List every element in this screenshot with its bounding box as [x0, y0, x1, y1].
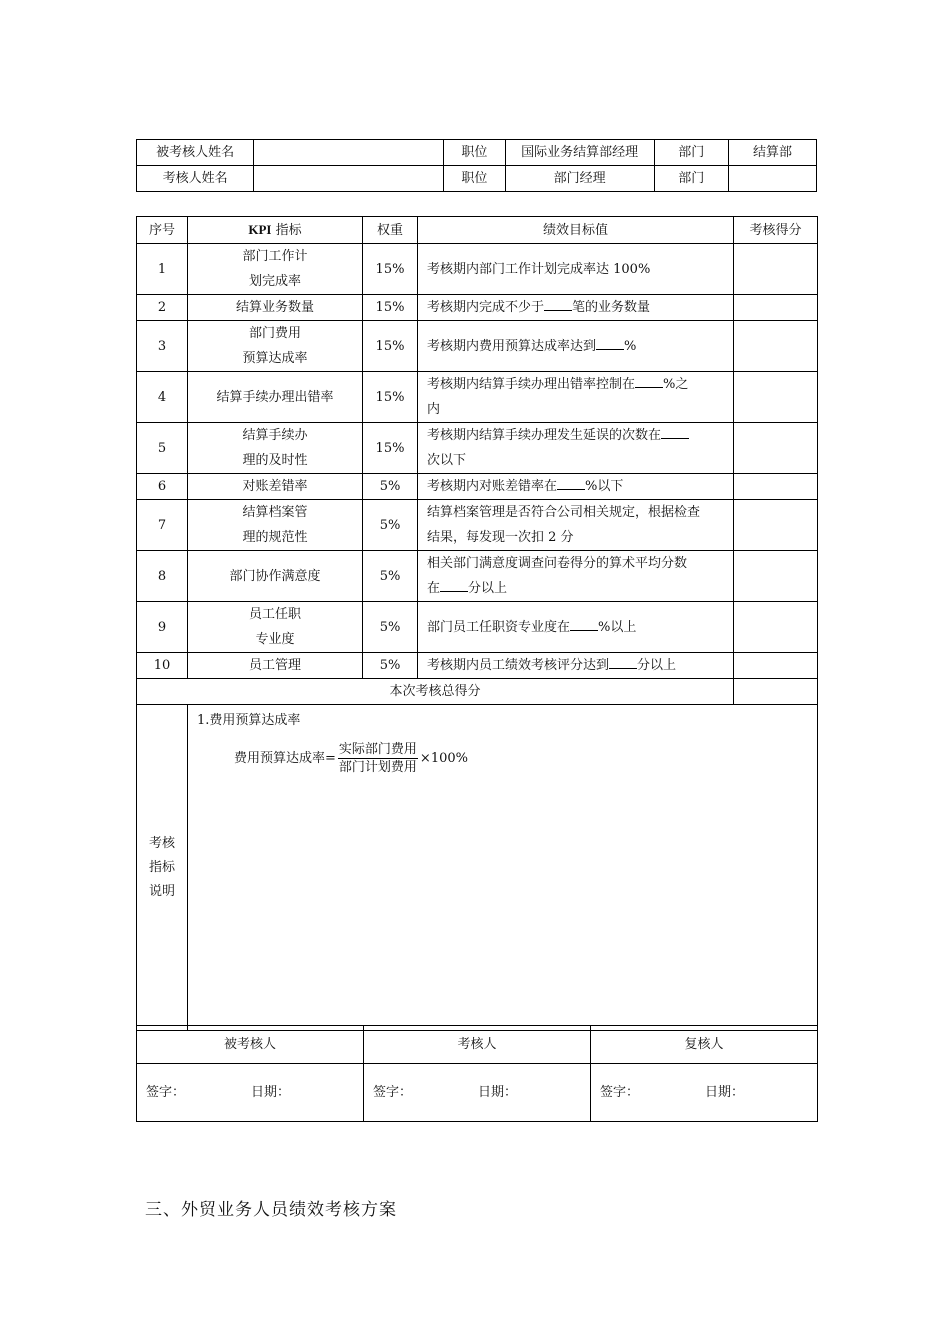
- formula-rhs: ×100%: [419, 750, 468, 766]
- seq-header: 序号: [137, 217, 188, 244]
- fill-blank[interactable]: [596, 337, 624, 350]
- appraisee-signature-field[interactable]: 签字： 日期：: [137, 1064, 364, 1122]
- row-weight: 15%: [363, 295, 418, 321]
- kpi-header-row: [137, 217, 818, 244]
- appraisee-role: 被考核人: [137, 1026, 364, 1064]
- row-kpi: 部门工作计 划完成率: [188, 244, 363, 295]
- table-row: [137, 372, 818, 423]
- fill-blank[interactable]: [570, 618, 598, 631]
- row-weight: 15%: [363, 321, 418, 372]
- total-score-label: 本次考核总得分: [137, 679, 734, 705]
- row-target: 考核期内结算手续办理出错率控制在 %之 内: [418, 372, 734, 423]
- budget-formula: [234, 741, 817, 776]
- row-weight: 5%: [363, 653, 418, 679]
- appraisee-position: 国际业务结算部经理: [505, 140, 654, 166]
- row-kpi: 员工任职 专业度: [188, 602, 363, 653]
- row-kpi: 结算手续办理出错率: [188, 372, 363, 423]
- table-row: [137, 474, 818, 500]
- row-seq: 5: [137, 423, 188, 474]
- signature-table: [136, 1025, 818, 1122]
- total-score-field[interactable]: [734, 679, 818, 705]
- row-weight: 15%: [363, 372, 418, 423]
- explain-content: [188, 705, 818, 1031]
- appraiser-signature-field[interactable]: 签字： 日期：: [364, 1064, 591, 1122]
- fill-blank[interactable]: [661, 426, 689, 439]
- row-target: 考核期内结算手续办理发生延误的次数在 次以下: [418, 423, 734, 474]
- dept-label: 部门: [654, 166, 728, 192]
- kpi-table: [136, 216, 818, 1031]
- dept-label: 部门: [654, 140, 728, 166]
- row-seq: 7: [137, 500, 188, 551]
- row-kpi: 部门协作满意度: [188, 551, 363, 602]
- appraisee-name-label: 被考核人姓名: [137, 140, 254, 166]
- row-weight: 5%: [363, 602, 418, 653]
- row-weight: 5%: [363, 551, 418, 602]
- table-row: [137, 321, 818, 372]
- formula-lhs: 费用预算达成率=: [234, 750, 336, 766]
- row-weight: 15%: [363, 244, 418, 295]
- total-score-row: [137, 679, 818, 705]
- row-seq: 3: [137, 321, 188, 372]
- appraiser-position: 部门经理: [505, 166, 654, 192]
- position-label: 职位: [443, 140, 505, 166]
- row-score-field[interactable]: [734, 372, 818, 423]
- row-kpi: 结算业务数量: [188, 295, 363, 321]
- row-seq: 9: [137, 602, 188, 653]
- fill-blank[interactable]: [609, 656, 637, 669]
- appraiser-role: 考核人: [364, 1026, 591, 1064]
- row-score-field[interactable]: [734, 500, 818, 551]
- explain-item-title: 1.费用预算达成率: [197, 713, 301, 728]
- fill-blank[interactable]: [440, 579, 468, 592]
- row-score-field[interactable]: [734, 653, 818, 679]
- target-header: 绩效目标值: [418, 217, 734, 244]
- row-kpi: 结算档案管 理的规范性: [188, 500, 363, 551]
- row-score-field[interactable]: [734, 551, 818, 602]
- row-seq: 4: [137, 372, 188, 423]
- fill-blank[interactable]: [544, 298, 572, 311]
- formula-denominator: 部门计划费用: [338, 760, 417, 775]
- explain-row: [137, 705, 818, 1031]
- row-kpi: 部门费用 预算达成率: [188, 321, 363, 372]
- row-kpi: 结算手续办 理的及时性: [188, 423, 363, 474]
- row-weight: 15%: [363, 423, 418, 474]
- table-row: [137, 602, 818, 653]
- row-score-field[interactable]: [734, 602, 818, 653]
- row-target: 考核期内员工绩效考核评分达到 分以上: [418, 653, 734, 679]
- appraiser-dept-field[interactable]: [728, 166, 816, 192]
- table-row: [137, 295, 818, 321]
- row-score-field[interactable]: [734, 474, 818, 500]
- score-header: 考核得分: [734, 217, 818, 244]
- weight-header: 权重: [363, 217, 418, 244]
- position-label: 职位: [443, 166, 505, 192]
- appraisee-dept: 结算部: [728, 140, 816, 166]
- section-heading: 三、外贸业务人员绩效考核方案: [145, 1200, 397, 1220]
- kpi-header: KPI 指标: [188, 217, 363, 244]
- appraiser-name-label: 考核人姓名: [137, 166, 254, 192]
- row-seq: 8: [137, 551, 188, 602]
- appraiser-name-field[interactable]: [254, 166, 444, 192]
- row-target: 考核期内费用预算达成率达到 %: [418, 321, 734, 372]
- row-target: 考核期内对账差错率在 %以下: [418, 474, 734, 500]
- row-seq: 1: [137, 244, 188, 295]
- row-target: 部门员工任职资专业度在 %以上: [418, 602, 734, 653]
- reviewer-signature-field[interactable]: 签字： 日期：: [591, 1064, 818, 1122]
- reviewer-role: 复核人: [591, 1026, 818, 1064]
- table-row: [137, 244, 818, 295]
- row-target: 考核期内部门工作计划完成率达 100%: [418, 244, 734, 295]
- row-target: 结算档案管理是否符合公司相关规定，根据检查 结果，每发现一次扣 2 分: [418, 500, 734, 551]
- row-kpi: 员工管理: [188, 653, 363, 679]
- row-seq: 2: [137, 295, 188, 321]
- table-row: [137, 653, 818, 679]
- row-score-field[interactable]: [734, 295, 818, 321]
- explain-label: 考核 指标 说明: [137, 705, 188, 1031]
- row-target: 考核期内完成不少于 笔的业务数量: [418, 295, 734, 321]
- table-row: [137, 551, 818, 602]
- fill-blank[interactable]: [635, 375, 663, 388]
- row-score-field[interactable]: [734, 423, 818, 474]
- row-seq: 10: [137, 653, 188, 679]
- row-score-field[interactable]: [734, 321, 818, 372]
- row-score-field[interactable]: [734, 244, 818, 295]
- formula-numerator: 实际部门费用: [338, 742, 417, 757]
- row-seq: 6: [137, 474, 188, 500]
- header-info-table: [136, 139, 817, 192]
- formula-fraction: [338, 741, 418, 776]
- row-target: 相关部门满意度调查问卷得分的算术平均分数 在 分以上: [418, 551, 734, 602]
- table-row: [137, 500, 818, 551]
- row-weight: 5%: [363, 474, 418, 500]
- appraisee-name-field[interactable]: [254, 140, 444, 166]
- row-weight: 5%: [363, 500, 418, 551]
- table-row: [137, 423, 818, 474]
- row-kpi: 对账差错率: [188, 474, 363, 500]
- fill-blank[interactable]: [557, 477, 585, 490]
